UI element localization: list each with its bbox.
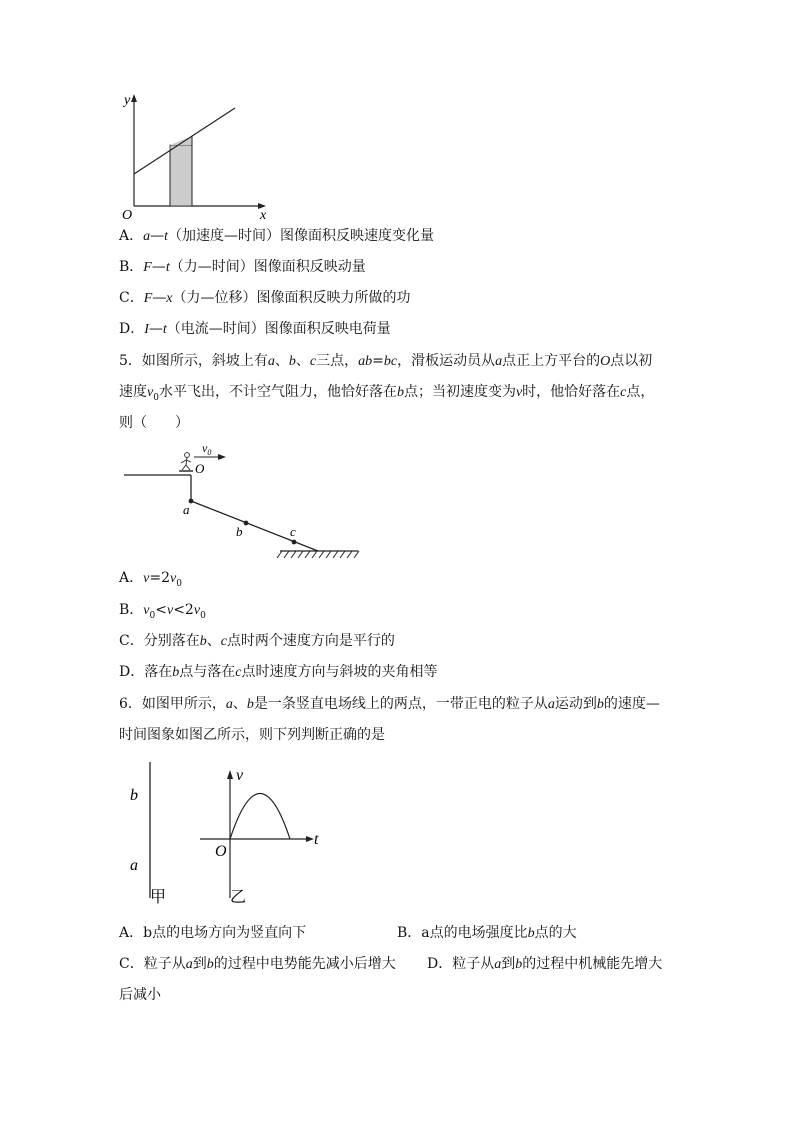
q6-option-d-cont: 后减小 bbox=[119, 987, 161, 1003]
label-t: t bbox=[314, 831, 319, 848]
vt-t-arrow bbox=[306, 836, 314, 842]
v0-label: $v_0$ bbox=[202, 441, 212, 457]
q5-stem-line1: 5．如图所示，斜坡上有a、b、c三点，ab=bc，滑板运动员从a点正上方平台的O点以初 bbox=[119, 353, 653, 369]
q6-option-c: C．粒子从a到b的过程中电势能先减小后增大 bbox=[119, 956, 396, 972]
label-o: O bbox=[215, 843, 227, 860]
label-b: b bbox=[130, 787, 138, 804]
q6-stem-line2: 时间图象如图乙所示，则下列判断正确的是 bbox=[119, 727, 385, 743]
slope-figure bbox=[120, 437, 370, 562]
origin-label: O bbox=[122, 208, 133, 223]
label-v: v bbox=[236, 767, 244, 784]
x-label: x bbox=[260, 208, 267, 223]
q5-option-d: D．落在b点与落在c点时速度方向与斜坡的夹角相等 bbox=[119, 664, 438, 680]
b-label: b bbox=[236, 524, 243, 539]
q5-stem-line3: 则（ ） bbox=[119, 415, 189, 431]
point-c bbox=[292, 540, 297, 545]
o-label: O bbox=[195, 461, 205, 476]
area-graph-figure bbox=[120, 90, 280, 225]
q4-option-a: A．a—t（加速度—时间）图像面积反映速度变化量 bbox=[119, 228, 435, 244]
q4-option-c: C．F—x（力—位移）图像面积反映力所做的功 bbox=[119, 290, 411, 306]
q4-option-b: B．F—t（力—时间）图像面积反映动量 bbox=[119, 259, 366, 275]
label-yi: 乙 bbox=[230, 889, 247, 906]
velocity-arrowhead bbox=[218, 454, 226, 460]
q5-option-b: B．$v_0<v<2v_0$ bbox=[119, 602, 206, 621]
q6-option-a: A．b点的电场方向为竖直向下 bbox=[119, 925, 307, 941]
q6-stem-line1: 6．如图甲所示，a、b是一条竖直电场线上的两点，一带正电的粒子从a运动到b的速度— bbox=[119, 696, 660, 712]
label-a: a bbox=[130, 857, 138, 874]
shaded-area bbox=[170, 145, 192, 206]
y-axis-arrow bbox=[131, 94, 137, 102]
q6-option-d: D．粒子从a到b的过程中机械能先增大 bbox=[427, 956, 663, 972]
q4-option-d: D．I—t（电流—时间）图像面积反映电荷量 bbox=[119, 321, 391, 337]
c-label: c bbox=[290, 524, 296, 539]
point-b bbox=[244, 521, 249, 526]
skater-icon bbox=[179, 453, 193, 471]
ground-hatch bbox=[277, 551, 359, 558]
field-line-figure bbox=[120, 758, 340, 908]
vt-curve bbox=[230, 794, 290, 840]
q5-option-a: A．$v=2v_0$ bbox=[119, 570, 182, 589]
label-jia: 甲 bbox=[150, 889, 167, 906]
q5-option-c: C．分别落在b、c点时两个速度方向是平行的 bbox=[119, 633, 395, 649]
q5-stem-line2: 速度$v_0$水平飞出，不计空气阻力，他恰好落在b点；当初速度变为v时，他恰好落在c点， bbox=[119, 384, 655, 403]
vt-v-arrow bbox=[227, 770, 233, 779]
slope-line bbox=[191, 501, 318, 551]
q6-option-b: B．a点的电场强度比b点的大 bbox=[397, 925, 577, 941]
a-label: a bbox=[183, 502, 190, 517]
y-label: y bbox=[124, 93, 131, 108]
